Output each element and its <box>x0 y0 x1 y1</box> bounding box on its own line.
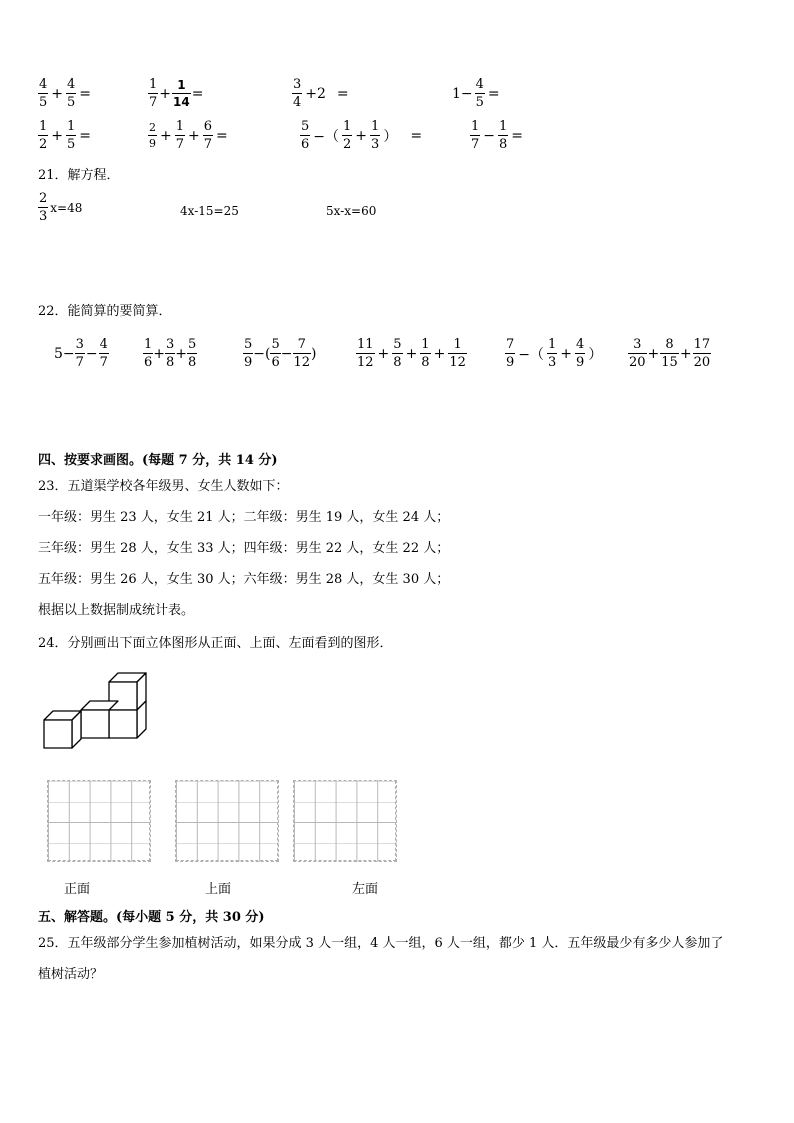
top-view-label: 上面 <box>205 882 232 897</box>
fraction: $\frac{17}{20}$ <box>693 337 711 370</box>
fraction: $\frac{5}{8}$ <box>393 337 402 370</box>
q22-expr-6: $\frac{3}{20}$ + $\frac{8}{15}$ + $\frac{17}{20}$ <box>629 337 711 370</box>
q22-expr-4: $\frac{11}{12}$ + $\frac{5}{8}$ + $\frac{1}{8}$ + $\frac{1}{12}$ <box>357 337 466 370</box>
fraction: $\frac{1}{7}$ <box>175 119 185 152</box>
calc-2: $\frac{1}{7}$ + $\frac{1}{14}$ = <box>149 77 204 110</box>
fraction: $\frac{1}{6}$ <box>144 337 153 370</box>
q22-expr-3: $\frac{5}{9}$ −( $\frac{5}{6}$ − $\frac{7}{12}$ ) <box>244 337 317 370</box>
fraction: $\frac{1}{5}$ <box>67 119 76 152</box>
q22-expr-5: $\frac{7}{9}$ −（ $\frac{1}{3}$ + $\frac{4}{9}$ ） <box>506 337 603 370</box>
q21-title: 21．解方程． <box>38 168 120 183</box>
section-4-heading: 四、按要求画图。(每题 7 分，共 14 分) <box>38 453 278 468</box>
fraction: $\frac{4}{7}$ <box>99 337 108 370</box>
fraction: $\frac{5}{6}$ <box>271 337 280 370</box>
fraction: $\frac{1}{7}$ <box>471 119 480 152</box>
fraction: $\frac{6}{7}$ <box>203 119 213 152</box>
fraction: $\frac{1}{8}$ <box>421 337 430 370</box>
fraction: $\frac{11}{12}$ <box>357 337 374 370</box>
q21-equation-1: $\frac{2}{3}$ x=48 <box>39 191 83 224</box>
fraction: $\frac{3}{4}$ <box>293 77 302 110</box>
calc-6: $\frac{2}{9}$ + $\frac{1}{7}$ + $\frac{6}{7}$ = <box>149 119 228 152</box>
fraction: $\frac{2}{9}$ <box>149 121 156 150</box>
fraction: $\frac{7}{9}$ <box>506 337 515 370</box>
fraction: $\frac{5}{9}$ <box>244 337 253 370</box>
fraction: $\frac{5}{6}$ <box>301 119 310 152</box>
calc-8: $\frac{1}{7}$ − $\frac{1}{8}$ = <box>471 119 524 152</box>
cube-solid-figure <box>40 670 152 750</box>
q22-expr-2: $\frac{1}{6}$ + $\frac{3}{8}$ + $\frac{5}{8}$ <box>144 337 197 370</box>
fraction: $\frac{1}{12}$ <box>449 337 466 370</box>
calc-5: $\frac{1}{2}$ + $\frac{1}{5}$ = <box>39 119 92 152</box>
calc-3: $\frac{3}{4}$ +2 = <box>293 77 349 110</box>
fraction: $\frac{1}{2}$ <box>39 119 48 152</box>
q22-title: 22．能简算的要简算． <box>38 304 172 319</box>
calc-7: $\frac{5}{6}$ −（ $\frac{1}{2}$ + $\frac{1}{3}$ ） = <box>301 119 423 152</box>
q23-title: 23．五道渠学校各年级男、女生人数如下： <box>38 479 289 494</box>
q25-line-2: 植树活动？ <box>38 967 104 982</box>
fraction: $\frac{1}{3}$ <box>371 119 380 152</box>
fraction: $\frac{1}{8}$ <box>499 119 508 152</box>
q25-line-1: 25．五年级部分学生参加植树活动，如果分成 3 人一组，4 人一组，6 人一组，都少 1 人．五年级最少有多少人参加了 <box>38 936 724 951</box>
fraction: $\frac{4}{5}$ <box>39 77 48 110</box>
q23-line-2: 三年级：男生 28 人，女生 33 人；四年级：男生 22 人，女生 22 人； <box>38 541 450 556</box>
fraction: $\frac{3}{20}$ <box>629 337 646 370</box>
fraction: $\frac{8}{15}$ <box>661 337 678 370</box>
fraction: $\frac{1}{7}$ <box>149 77 158 110</box>
q23-line-1: 一年级：男生 23 人，女生 21 人；二年级：男生 19 人，女生 24 人； <box>38 510 450 525</box>
fraction: $\frac{4}{9}$ <box>576 337 585 370</box>
q24-title: 24．分别画出下面立体图形从正面、上面、左面看到的图形． <box>38 636 393 651</box>
left-view-label: 左面 <box>352 882 379 897</box>
section-5-heading: 五、解答题。(每小题 5 分，共 30 分) <box>38 910 265 925</box>
fraction: $\frac{4}{5}$ <box>67 77 76 110</box>
fraction: $\frac{1}{3}$ <box>548 337 557 370</box>
fraction: $\frac{4}{5}$ <box>475 77 484 110</box>
fraction: $\frac{7}{12}$ <box>293 337 311 370</box>
q22-expr-1: 5− $\frac{3}{7}$ − $\frac{4}{7}$ <box>54 337 108 370</box>
fraction: $\frac{5}{8}$ <box>188 337 197 370</box>
fraction: $\frac{2}{3}$ <box>39 191 48 224</box>
q21-equation-2: 4x-15=25 <box>180 204 239 218</box>
fraction: $\frac{1}{2}$ <box>343 119 352 152</box>
q23-line-3: 五年级：男生 26 人，女生 30 人；六年级：男生 28 人，女生 30 人； <box>38 572 450 587</box>
fraction: $\frac{1}{14}$ <box>173 78 190 109</box>
q21-equation-3: 5x-x=60 <box>326 204 377 218</box>
top-view-grid[interactable] <box>175 780 279 862</box>
front-view-label: 正面 <box>64 882 91 897</box>
front-view-grid[interactable] <box>47 780 151 862</box>
calc-1: $\frac{4}{5}$ + $\frac{4}{5}$ = <box>39 77 92 110</box>
q23-line-4: 根据以上数据制成统计表。 <box>38 603 195 618</box>
calc-4: 1− $\frac{4}{5}$ = <box>452 77 500 110</box>
left-view-grid[interactable] <box>293 780 397 862</box>
fraction: $\frac{3}{8}$ <box>166 337 175 370</box>
fraction: $\frac{3}{7}$ <box>75 337 84 370</box>
